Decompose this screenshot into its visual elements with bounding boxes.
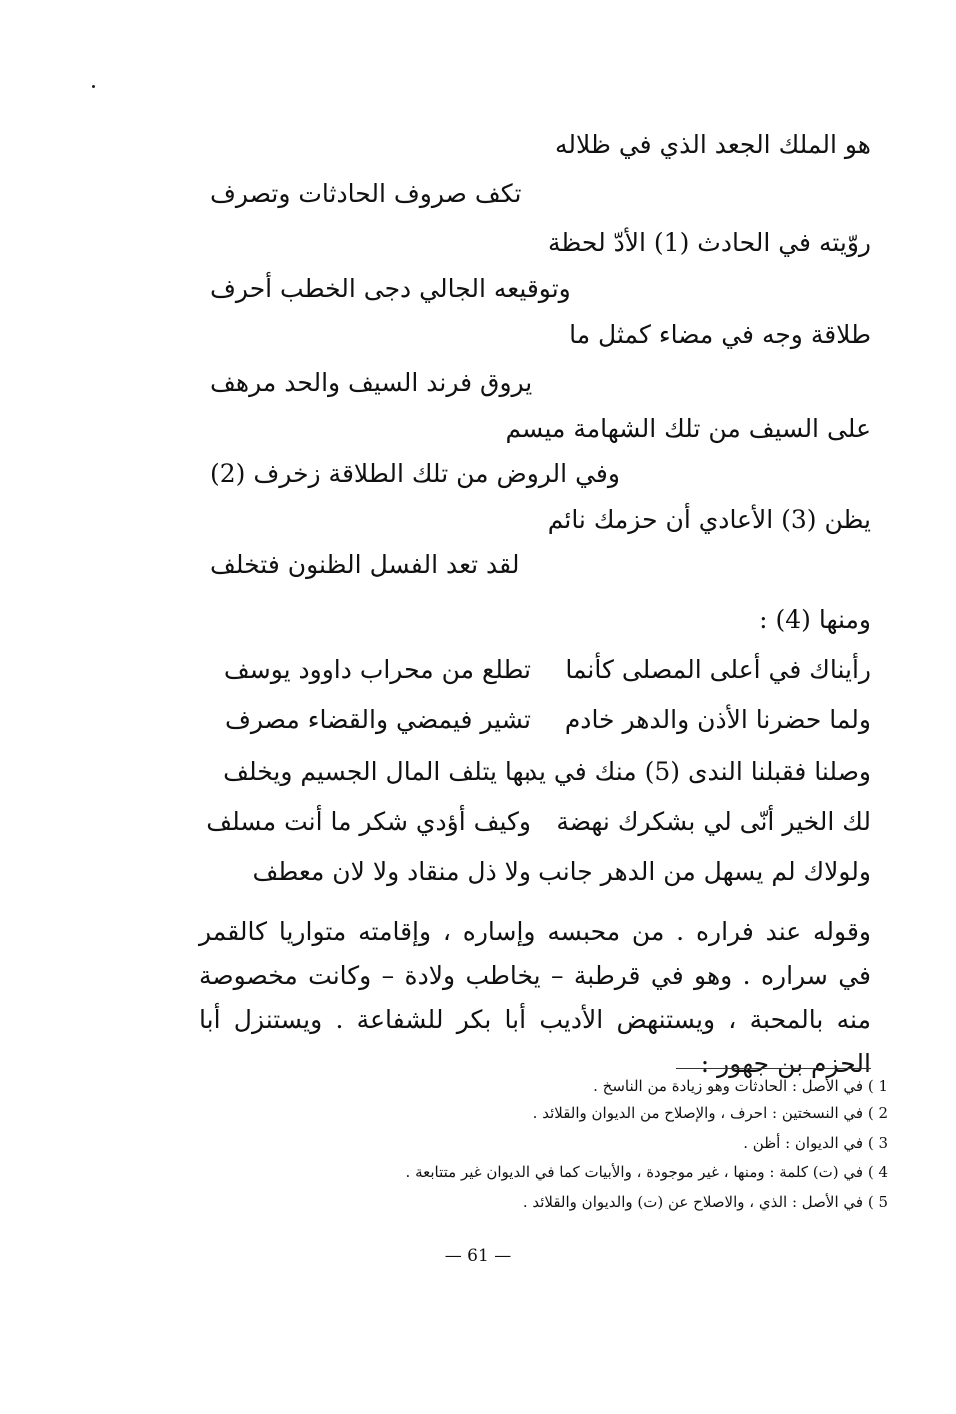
verse-second-half: تشير فيمضي والقضاء مصرف: [224, 705, 531, 734]
footnote: 1 ) في الأصل : الحادثات وهو زيادة من الناسخ .: [593, 1077, 888, 1095]
verse-first-half: ولما حضرنا الأذن والدهر خادم: [564, 705, 871, 734]
poem-line: روّيته في الحادث (1) الأدّ لحظة: [548, 228, 871, 257]
ink-speck: [92, 85, 95, 88]
footnote-divider: [676, 1068, 871, 1069]
footnote: 5 ) في الأصل : الذي ، والاصلاح عن (ت) والديوان والقلائد .: [522, 1193, 888, 1211]
poem-line: يروق فرند السيف والحد مرهف: [210, 368, 533, 397]
page-number: — 61 —: [444, 1246, 512, 1266]
verse-first-half: لك الخير أنّى لي بشكرك نهضة: [556, 807, 871, 836]
verse-first-half: ولولاك لم يسهل من الدهر جانب: [538, 857, 871, 886]
footnote: 4 ) في (ت) كلمة : ومنها ، غير موجودة ، والأبيات كما في الديوان غير متتابعة .: [405, 1163, 888, 1181]
verse-second-half: وكيف أؤدي شكر ما أنت مسلف: [206, 807, 531, 836]
poem-line: هو الملك الجعد الذي في ظلاله: [555, 130, 871, 159]
verse-first-half: رأيناك في أعلى المصلى كأنما: [565, 655, 871, 684]
verse-second-half: ولا ذل منقاد ولا لان معطف: [252, 857, 531, 886]
poem-line: يظن (3) الأعادي أن حزمك نائم: [547, 505, 871, 534]
footnote: 2 ) في النسختين : احرف ، والإصلاح من الديوان والقلائد .: [532, 1104, 888, 1122]
verse-second-half: بها يتلف المال الجسيم ويخلف: [223, 757, 531, 786]
verse-second-half: تطلع من محراب داوود يوسف: [223, 655, 531, 684]
poem-line: وتوقيعه الجالي دجى الخطب أحرف: [210, 274, 571, 303]
prose-paragraph: وقوله عند فراره . من محبسه وإساره ، وإقامته متواريا كالقمر في سراره . وهو في قرطبة – يخاطب ولادة – وكانت مخصوصة منه بالمحبة ، ويستنهض الأديب أبا بكر للشفاعة . ويستنزل أبا الحزم بن جهور :: [199, 917, 871, 1078]
verse-first-half: وصلنا فقبلنا الندى (5) منك في يد: [525, 757, 871, 786]
poem-line: على السيف من تلك الشهامة ميسم: [505, 414, 871, 443]
poem-line: وفي الروض من تلك الطلاقة زخرف (2): [210, 459, 620, 488]
poem-line: تكف صروف الحادثات وتصرف: [210, 179, 522, 208]
footnote: 3 ) في الديوان : أظن .: [743, 1134, 888, 1152]
poem-line: لقد تعد الفسل الظنون فتخلف: [210, 550, 520, 579]
section-intro: ومنها (4) :: [759, 605, 871, 634]
poem-line: طلاقة وجه في مضاء كمثل ما: [569, 320, 871, 349]
